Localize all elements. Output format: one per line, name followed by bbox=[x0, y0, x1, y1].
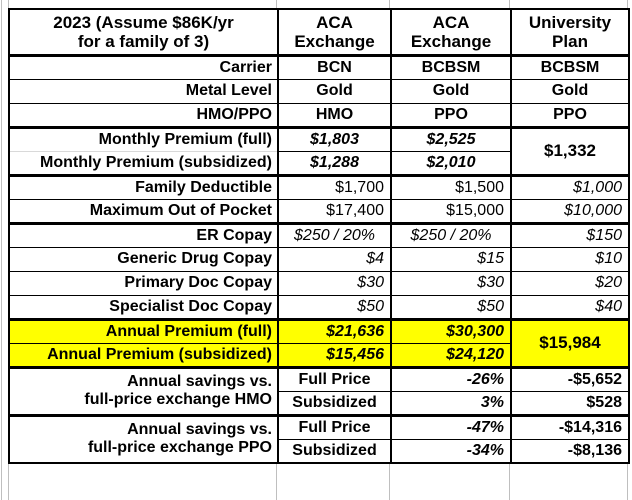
cell-primary-copay-aca-ppo[interactable]: $30 bbox=[391, 271, 511, 295]
table-title-line2: for a family of 3) bbox=[77, 31, 210, 51]
table-row bbox=[9, 223, 629, 247]
cell-type-aca-hmo[interactable]: HMO bbox=[278, 103, 391, 127]
cell-generic-copay-university[interactable]: $10 bbox=[511, 247, 629, 271]
cell-specialist-copay-aca-ppo[interactable]: $50 bbox=[391, 295, 511, 319]
gridline-stub bbox=[1, 0, 2, 500]
row-label-annual-premium-full[interactable]: Annual Premium (full) bbox=[9, 319, 278, 343]
cell-savings-ppo-full-pct[interactable]: -47% bbox=[391, 415, 511, 439]
row-label-carrier[interactable]: Carrier bbox=[9, 55, 278, 79]
cell-metal-aca-hmo[interactable]: Gold bbox=[278, 79, 391, 103]
cell-savings-hmo-full-label[interactable]: Full Price bbox=[278, 367, 391, 391]
table-row bbox=[9, 247, 629, 271]
table-row bbox=[9, 415, 629, 439]
row-label-primary-doc-copay[interactable]: Primary Doc Copay bbox=[9, 271, 278, 295]
cell-oop-aca-hmo[interactable]: $17,400 bbox=[278, 199, 391, 223]
table-row bbox=[9, 175, 629, 199]
row-label-generic-drug-copay[interactable]: Generic Drug Copay bbox=[9, 247, 278, 271]
cell-deductible-aca-hmo[interactable]: $1,700 bbox=[278, 175, 391, 199]
table-row bbox=[9, 103, 629, 127]
table-row bbox=[9, 271, 629, 295]
table-row bbox=[9, 127, 629, 151]
table-row bbox=[9, 55, 629, 79]
column-header-aca-ppo[interactable]: ACA Exchange bbox=[391, 9, 511, 55]
cell-annual-full-aca-hmo[interactable]: $21,636 bbox=[278, 319, 391, 343]
table-row bbox=[9, 79, 629, 103]
cell-oop-aca-ppo[interactable]: $15,000 bbox=[391, 199, 511, 223]
cell-primary-copay-aca-hmo[interactable]: $30 bbox=[278, 271, 391, 295]
cell-metal-university[interactable]: Gold bbox=[511, 79, 629, 103]
cell-annual-sub-aca-hmo[interactable]: $15,456 bbox=[278, 343, 391, 367]
cell-metal-aca-ppo[interactable]: Gold bbox=[391, 79, 511, 103]
cell-generic-copay-aca-hmo[interactable]: $4 bbox=[278, 247, 391, 271]
cell-annual-premium-university[interactable]: $15,984 bbox=[511, 319, 629, 367]
cell-er-copay-aca-ppo[interactable]: $250 / 20% bbox=[391, 223, 511, 247]
cell-type-university[interactable]: PPO bbox=[511, 103, 629, 127]
cell-monthly-premium-university[interactable]: $1,332 bbox=[511, 127, 629, 175]
cell-oop-university[interactable]: $10,000 bbox=[511, 199, 629, 223]
cell-er-copay-university[interactable]: $150 bbox=[511, 223, 629, 247]
column-header-aca-hmo[interactable]: ACA Exchange bbox=[278, 9, 391, 55]
table-title-line1: 2023 (Assume $86K/yr bbox=[53, 12, 234, 32]
insurance-comparison-table bbox=[8, 8, 630, 464]
cell-deductible-aca-ppo[interactable]: $1,500 bbox=[391, 175, 511, 199]
cell-type-aca-ppo[interactable]: PPO bbox=[391, 103, 511, 127]
cell-savings-hmo-sub-pct[interactable]: 3% bbox=[391, 391, 511, 415]
table-title[interactable] bbox=[9, 9, 278, 55]
cell-savings-hmo-sub-amount[interactable]: $528 bbox=[511, 391, 629, 415]
cell-monthly-full-aca-hmo[interactable]: $1,803 bbox=[278, 127, 391, 151]
cell-monthly-full-aca-ppo[interactable]: $2,525 bbox=[391, 127, 511, 151]
row-label-er-copay[interactable]: ER Copay bbox=[9, 223, 278, 247]
header-row bbox=[9, 9, 629, 55]
row-label-family-deductible[interactable]: Family Deductible bbox=[9, 175, 278, 199]
cell-carrier-university[interactable]: BCBSM bbox=[511, 55, 629, 79]
row-label-annual-premium-subsidized[interactable]: Annual Premium (subsidized) bbox=[9, 343, 278, 367]
row-label-monthly-premium-full[interactable]: Monthly Premium (full) bbox=[9, 127, 278, 151]
cell-savings-ppo-full-amount[interactable]: -$14,316 bbox=[511, 415, 629, 439]
cell-monthly-sub-aca-ppo[interactable]: $2,010 bbox=[391, 151, 511, 175]
cell-deductible-university[interactable]: $1,000 bbox=[511, 175, 629, 199]
cell-savings-ppo-sub-label[interactable]: Subsidized bbox=[278, 439, 391, 463]
row-label-hmo-ppo[interactable]: HMO/PPO bbox=[9, 103, 278, 127]
cell-savings-hmo-full-amount[interactable]: -$5,652 bbox=[511, 367, 629, 391]
cell-er-copay-aca-hmo[interactable]: $250 / 20% bbox=[278, 223, 391, 247]
row-label-savings-vs-ppo[interactable]: Annual savings vs. full-price exchange PPO bbox=[9, 415, 278, 463]
row-label-max-out-of-pocket[interactable]: Maximum Out of Pocket bbox=[9, 199, 278, 223]
cell-primary-copay-university[interactable]: $20 bbox=[511, 271, 629, 295]
cell-specialist-copay-university[interactable]: $40 bbox=[511, 295, 629, 319]
column-header-university[interactable]: University Plan bbox=[511, 9, 629, 55]
cell-annual-full-aca-ppo[interactable]: $30,300 bbox=[391, 319, 511, 343]
table-row-highlighted bbox=[9, 319, 629, 343]
cell-carrier-aca-ppo[interactable]: BCBSM bbox=[391, 55, 511, 79]
row-label-monthly-premium-subsidized[interactable]: Monthly Premium (subsidized) bbox=[9, 151, 278, 175]
table-row bbox=[9, 295, 629, 319]
cell-carrier-aca-hmo[interactable]: BCN bbox=[278, 55, 391, 79]
row-label-metal-level[interactable]: Metal Level bbox=[9, 79, 278, 103]
table-row bbox=[9, 199, 629, 223]
cell-savings-ppo-sub-pct[interactable]: -34% bbox=[391, 439, 511, 463]
row-label-specialist-doc-copay[interactable]: Specialist Doc Copay bbox=[9, 295, 278, 319]
cell-generic-copay-aca-ppo[interactable]: $15 bbox=[391, 247, 511, 271]
cell-savings-hmo-sub-label[interactable]: Subsidized bbox=[278, 391, 391, 415]
cell-savings-hmo-full-pct[interactable]: -26% bbox=[391, 367, 511, 391]
cell-annual-sub-aca-ppo[interactable]: $24,120 bbox=[391, 343, 511, 367]
cell-savings-ppo-full-label[interactable]: Full Price bbox=[278, 415, 391, 439]
cell-monthly-sub-aca-hmo[interactable]: $1,288 bbox=[278, 151, 391, 175]
row-label-savings-vs-hmo[interactable]: Annual savings vs. full-price exchange HMO bbox=[9, 367, 278, 415]
cell-savings-ppo-sub-amount[interactable]: -$8,136 bbox=[511, 439, 629, 463]
table-row bbox=[9, 367, 629, 391]
cell-specialist-copay-aca-hmo[interactable]: $50 bbox=[278, 295, 391, 319]
